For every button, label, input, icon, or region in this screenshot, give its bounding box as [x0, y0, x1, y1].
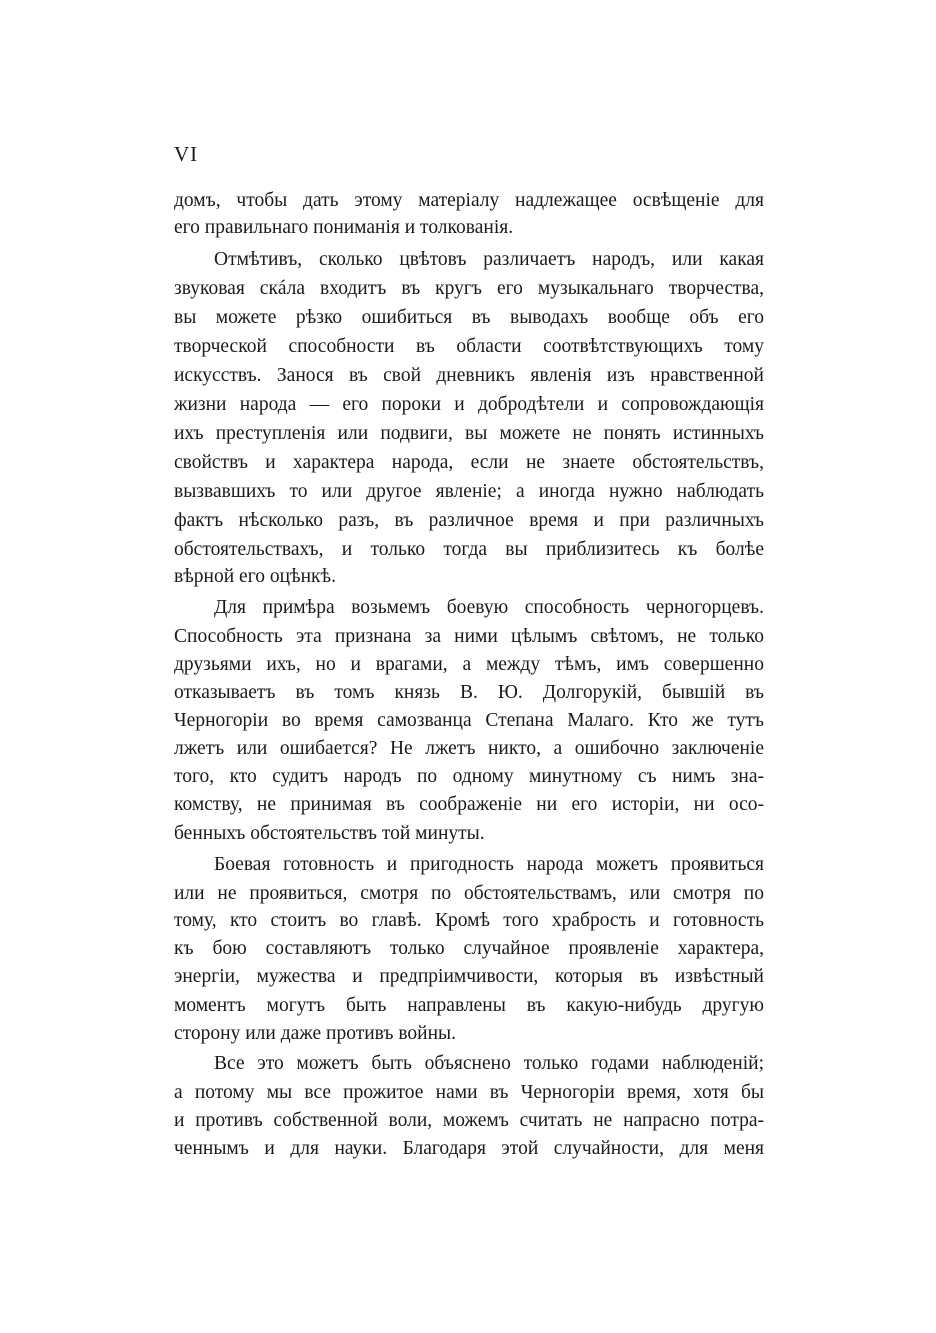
text-line: Для примѣра возьмемъ боевую способность черногорцевъ. — [214, 597, 764, 618]
text-line: свойствъ и характера народа, если не знаете обстоятельствъ, — [174, 452, 764, 473]
text-line: искусствъ. Занося въ свой дневникъ явленія изъ нравственной — [174, 365, 764, 386]
text-line: Черногоріи во время самозванца Степана Малаго. Кто же тутъ — [174, 710, 764, 731]
text-line: вызвавшихъ то или другое явленіе; а иногда нужно наблюдать — [174, 481, 764, 502]
text-line: къ бою составляютъ только случайное проявленіе характера, — [174, 938, 764, 959]
text-line: комству, не принимая въ соображеніе ни его исторіи, ни осо- — [174, 794, 764, 815]
text-line: Отмѣтивъ, сколько цвѣтовъ различаетъ народъ, или какая — [214, 249, 764, 270]
text-line: фактъ нѣсколько разъ, въ различное время и при различныхъ — [174, 510, 764, 531]
text-line: тому, кто стоитъ во главѣ. Кромѣ того храбрость и готовность — [174, 910, 764, 931]
text-line: ихъ преступленія или подвиги, вы можете не понять истинныхъ — [174, 423, 764, 444]
text-line: отказываетъ въ томъ князь В. Ю. Долгорукій, бывшій въ — [174, 682, 764, 703]
text-line: звуковая скáла входитъ въ кругъ его музыкальнаго творчества, — [174, 278, 764, 299]
text-line: и противъ собственной воли, можемъ считать не напрасно потра- — [174, 1110, 764, 1131]
text-line: вѣрной его оцѣнкѣ. — [174, 566, 336, 587]
text-line: ченнымъ и для науки. Благодаря этой случайности, для меня — [174, 1138, 764, 1159]
text-line: его правильнаго пониманія и толкованія. — [174, 217, 514, 238]
text-line: друзьями ихъ, но и врагами, а между тѣмъ, имъ совершенно — [174, 654, 764, 675]
text-line: того, кто судитъ народъ по одному минутному съ нимъ зна- — [174, 766, 764, 787]
page-number: VI — [174, 142, 199, 166]
text-line: или не проявиться, смотря по обстоятельствамъ, или смотря по — [174, 883, 764, 904]
text-line: сторону или даже противъ войны. — [174, 1023, 457, 1044]
text-line: вы можете рѣзко ошибиться въ выводахъ вообще объ его — [174, 307, 764, 328]
text-line: домъ, чтобы дать этому матеріалу надлежащее освѣщеніе для — [174, 190, 764, 211]
text-line: Способность эта признана за ними цѣлымъ свѣтомъ, не только — [174, 626, 764, 647]
text-line: Боевая готовность и пригодность народа можетъ проявиться — [214, 854, 764, 875]
text-line: Все это можетъ быть объяснено только годами наблюденій; — [214, 1053, 764, 1074]
text-line: жизни народа — его пороки и добродѣтели и сопровождающія — [174, 394, 764, 415]
text-line: энергіи, мужества и предпріимчивости, которыя въ извѣстный — [174, 966, 764, 987]
text-line: а потому мы все прожитое нами въ Черногоріи время, хотя бы — [174, 1082, 764, 1103]
text-line: обстоятельствахъ, и только тогда вы приблизитесь къ болѣе — [174, 539, 764, 560]
text-line: моментъ могутъ быть направлены въ какую-нибудь другую — [174, 995, 764, 1016]
text-line: лжетъ или ошибается? Не лжетъ никто, а ошибочно заключеніе — [174, 738, 764, 759]
text-line: бенныхъ обстоятельствъ той минуты. — [174, 823, 485, 844]
text-line: творческой способности въ области соотвѣтствующихъ тому — [174, 336, 764, 357]
